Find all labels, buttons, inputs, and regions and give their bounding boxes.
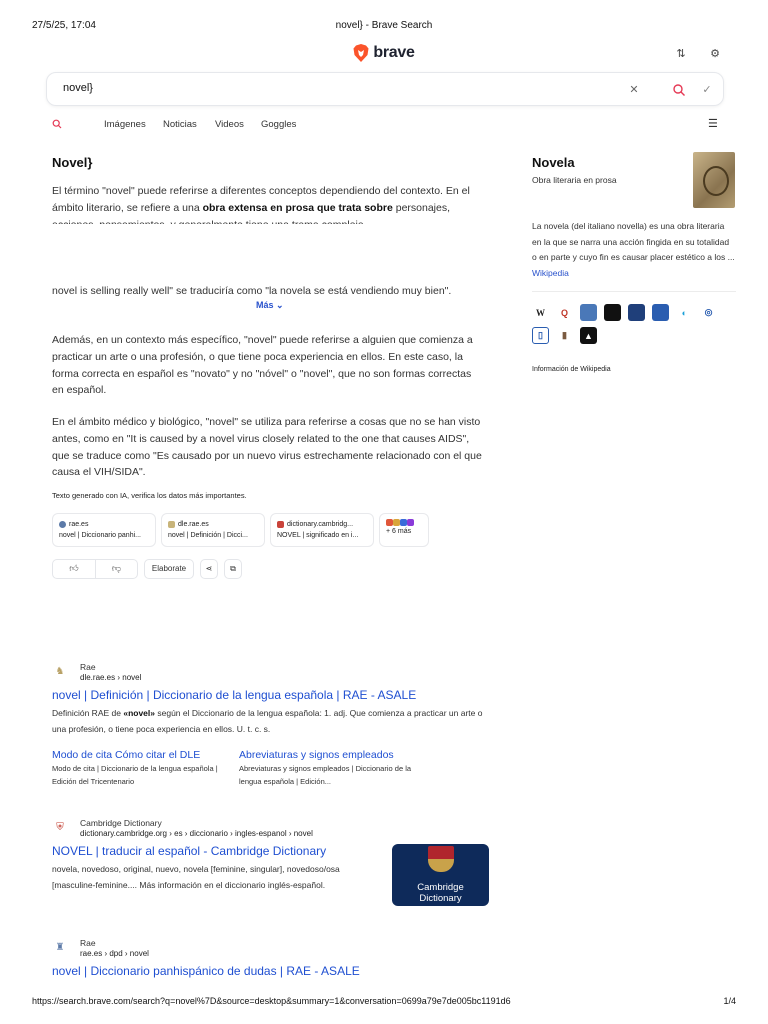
- print-page-number: 1/4: [723, 996, 736, 1006]
- more-sources-card[interactable]: + 6 más: [379, 513, 429, 547]
- print-header: [32, 20, 736, 32]
- kp-description: La novela (del italiano novella) es una obra literaria en la que se narra una acción fingida en su totalidad o en parte y cuyo fin es causar placer estético a los ... Wikipedia: [532, 221, 735, 278]
- kp-profile-links: [532, 304, 740, 344]
- thumbs-up-icon[interactable]: 👍︎: [69, 563, 79, 573]
- jar-icon[interactable]: ▮: [562, 330, 567, 340]
- search-input[interactable]: novel}: [63, 82, 93, 94]
- result-title-link[interactable]: novel | Definición | Diccionario de la lengua española | RAE - ASALE: [52, 688, 417, 702]
- print-date: 27/5/25, 17:04: [32, 20, 96, 31]
- tab-news[interactable]: Noticias: [163, 119, 197, 130]
- source-card[interactable]: dle.rae.es novel | Definición | Dicci...: [161, 513, 265, 547]
- national-library-icon[interactable]: [628, 304, 645, 321]
- ai-paragraph-1: El término "novel" puede referirse a diferentes conceptos dependiendo del contexto. En el ámbito literario, se refiere a una obra extensa en prosa que trata sobre personajes,: [52, 185, 470, 214]
- sort-arrows-icon[interactable]: ⇅: [676, 48, 686, 60]
- result-site-name: Rae: [80, 938, 96, 948]
- cambridge-favicon-icon: [277, 521, 284, 528]
- ai-paragraph-cut: novel is selling really well" se traduciría como "la novela se está vendiendo muy bien".: [52, 285, 452, 297]
- cambridge-thumbnail[interactable]: Cambridge Dictionary: [392, 844, 489, 906]
- ai-paragraph-3: En el ámbito médico y biológico, "novel" se utiliza para referirse a cosas que no se han visto antes, como en "It is caused by a novel virus closely related to the one that causes AIDS", que se traduce como "Es causado por un nuevo virus estrechamente relacionado con el que causa el VIH/SIDA".: [52, 416, 482, 479]
- tab-goggles[interactable]: Goggles: [261, 119, 297, 130]
- copy-icon[interactable]: ⧉: [224, 559, 242, 579]
- search-result: [52, 818, 382, 893]
- result-title-link[interactable]: novel | Diccionario panhispánico de dudas | RAE - ASALE: [52, 964, 360, 978]
- wikipedia-icon[interactable]: W: [536, 307, 545, 318]
- deep-link[interactable]: Abreviaturas y signos empleados Abreviaturas y signos empleados | Diccionario de la lengua española | Edición...: [239, 749, 412, 786]
- search-tabs: [52, 118, 728, 132]
- britannica-icon[interactable]: ▯: [532, 327, 549, 344]
- print-footer: [32, 996, 736, 1008]
- search-result: [52, 938, 492, 978]
- feedback-group: [52, 559, 138, 579]
- stacked-favicons-icon: [386, 519, 422, 526]
- print-url: https://search.brave.com/search?q=novel%7D&source=desktop&summary=1&conversation=0699a79e7de005bc1191d6: [32, 996, 511, 1006]
- cambridge-favicon-icon: ⛨: [56, 822, 64, 833]
- gear-icon[interactable]: ⚙: [710, 48, 720, 60]
- elaborate-button[interactable]: Elaborate: [144, 559, 194, 579]
- kp-divider: [532, 291, 736, 292]
- rae-favicon-icon: ♞: [55, 666, 65, 677]
- result-description: novela, novedoso, original, nuevo, novela [feminine, singular], novedoso/osa [masculine-feminine.... Más información en el diccionario inglés-español.: [52, 864, 340, 890]
- search-icon[interactable]: [672, 83, 686, 97]
- thumbs-down-icon[interactable]: 👎︎: [95, 560, 137, 578]
- encyclopedia-icon[interactable]: ▲: [580, 327, 597, 344]
- result-breadcrumb[interactable]: dle.rae.es › novel: [80, 673, 142, 682]
- rae-favicon-icon: [59, 521, 66, 528]
- result-title-link[interactable]: NOVEL | traducir al español - Cambridge Dictionary: [52, 844, 327, 858]
- brave-logo[interactable]: [0, 44, 768, 62]
- collapsed-overlay: [40, 224, 500, 286]
- search-result: [52, 662, 492, 737]
- cambridge-crest-icon: [428, 846, 454, 872]
- source-card[interactable]: dictionary.cambridg... NOVEL | significado en i...: [270, 513, 374, 547]
- kp-source-note: Información de Wikipedia: [532, 366, 611, 373]
- ai-paragraph-2: Además, en un contexto más específico, "novel" puede referirse a alguien que comienza a practicar un arte o una profesión, o que tiene poca experiencia en ellos. En este caso, la forma correcta en español es "novato" y no "nóvel" o "novel", que no son formas correctas en español.: [52, 334, 473, 397]
- tab-videos[interactable]: Videos: [215, 119, 244, 130]
- print-title: novel} - Brave Search: [335, 20, 433, 31]
- deep-link[interactable]: Modo de cita Cómo citar el DLE Modo de cita | Diccionario de la lengua española | Edición del Tricentenario: [52, 749, 218, 786]
- share-icon[interactable]: ⋖: [200, 559, 218, 579]
- result-breadcrumb[interactable]: dictionary.cambridge.org › es › diccionario › ingles-espanol › novel: [80, 829, 313, 838]
- result-description: Definición RAE de «novel» según el Diccionario de la lengua española: 1. adj. Que comienza a practicar un arte o una profesión, o tiene poca experiencia en ellos. U. t. c. s.: [52, 708, 483, 734]
- search-bar[interactable]: [46, 72, 724, 106]
- tab-images[interactable]: Imágenes: [104, 119, 146, 130]
- source-card[interactable]: rae.es novel | Diccionario panhi...: [52, 513, 156, 547]
- library-catalog-icon[interactable]: [580, 304, 597, 321]
- check-icon[interactable]: ✓: [702, 84, 712, 96]
- ai-answer-title: Novel}: [52, 155, 93, 170]
- rae-favicon-icon: ♜: [55, 942, 65, 953]
- brave-wordmark: brave: [373, 44, 415, 61]
- wikidata-q-icon[interactable]: Q: [560, 307, 568, 318]
- openalex-icon[interactable]: ◐: [681, 307, 688, 318]
- brave-lion-icon: [353, 44, 369, 62]
- search-archive-icon[interactable]: ◎: [704, 307, 713, 317]
- filter-sliders-icon[interactable]: ☰: [708, 118, 718, 130]
- bnf-icon[interactable]: [604, 304, 621, 321]
- wikipedia-link[interactable]: Wikipedia: [532, 267, 569, 278]
- result-breadcrumb[interactable]: rae.es › dpd › novel: [80, 949, 149, 958]
- show-more-button[interactable]: Más ⌄: [256, 300, 284, 310]
- authority-file-icon[interactable]: [652, 304, 669, 321]
- close-icon[interactable]: ✕: [629, 84, 639, 96]
- chevron-down-icon: ⌄: [276, 300, 284, 310]
- result-site-name: Rae: [80, 662, 96, 672]
- ai-disclaimer: Texto generado con IA, verifica los datos más importantes.: [52, 491, 247, 500]
- result-site-name: Cambridge Dictionary: [80, 818, 162, 828]
- tab-all-search-icon[interactable]: [52, 119, 62, 129]
- kp-subtitle: Obra literaria en prosa: [532, 175, 617, 185]
- kp-image[interactable]: [693, 152, 735, 208]
- ai-actions: [52, 558, 242, 579]
- kp-title: Novela: [532, 155, 575, 170]
- dle-favicon-icon: [168, 521, 175, 528]
